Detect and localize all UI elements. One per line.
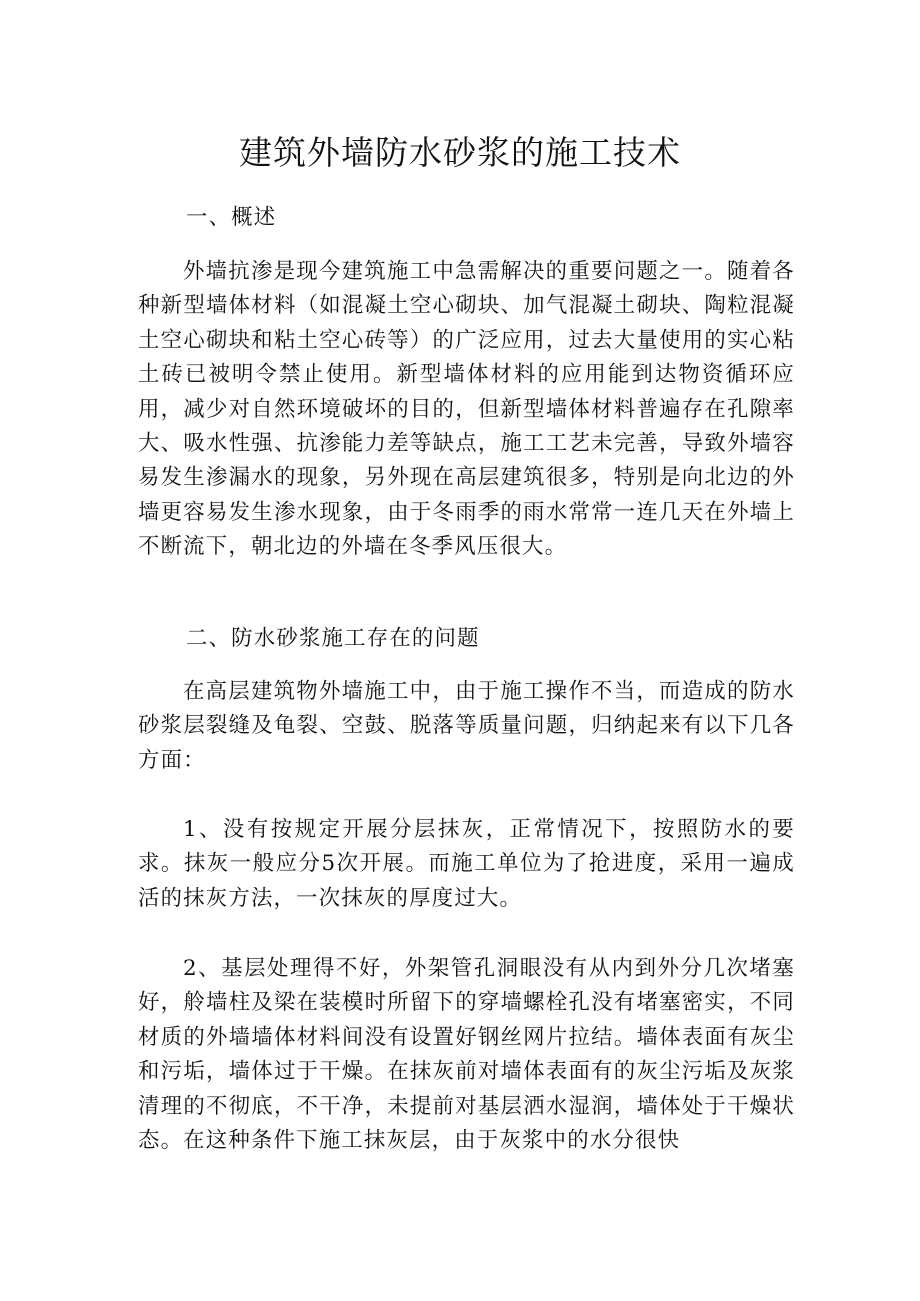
paragraph-problems-intro: 在高层建筑物外墙施工中，由于施工操作不当，而造成的防水砂浆层裂缝及龟裂、空鼓、脱落等质量问题，归纳起来有以下几各方面： [138, 679, 795, 773]
paragraph-overview: 外墙抗渗是现今建筑施工中急需解决的重要问题之一。随着各种新型墙体材料（如混凝土空心砌块、加气混凝土砌块、陶粒混凝土空心砌块和粘土空心砖等）的广泛应用，过去大量使用的实心粘土砖已被明令禁止使用。新型墙体材料的应用能到达物资循环应用，减少对自然环境破坏的目的，但新型墙体材料普遍存在孔隙率大、吸水性强、抗渗能力差等缺点，施工工艺未完善，导致外墙容易发生渗漏水的现象，另外现在高层建筑很多，特别是向北边的外墙更容易发生渗水现象，由于冬雨季的雨水常常一连几天在外墙上不断流下，朝北边的外墙在冬季风压很大。 [138, 259, 795, 560]
list-item-base-treatment: 2、基层处理得不好，外架管孔洞眼没有从内到外分几次堵塞好，舲墙柱及梁在装模时所留下的穿墙螺栓孔没有堵塞密实，不同材质的外墙墙体材料间没有设置好钢丝网片拉结。墙体表面有灰尘和污垢，墙体过于干燥。在抹灰前对墙体表面有的灰尘污垢及灰浆清理的不彻底，不干净，未提前对基层洒水湿润，墙体处于干燥状态。在这种条件下施工抹灰层，由于灰浆中的水分很快 [138, 956, 795, 1154]
section-heading-problems: 二、防水砂浆施工存在的问题 [186, 626, 480, 651]
document-title: 建筑外墙防水砂浆的施工技术 [239, 133, 681, 172]
section-heading-overview: 一、概述 [186, 205, 277, 230]
list-item-layered-plastering: 1、没有按规定开展分层抹灰，正常情况下，按照防水的要求。抹灰一般应分5次开展。而施工单位为了抢进度，采用一遍成活的抹灰方法，一次抹灰的厚度过大。 [138, 817, 795, 911]
